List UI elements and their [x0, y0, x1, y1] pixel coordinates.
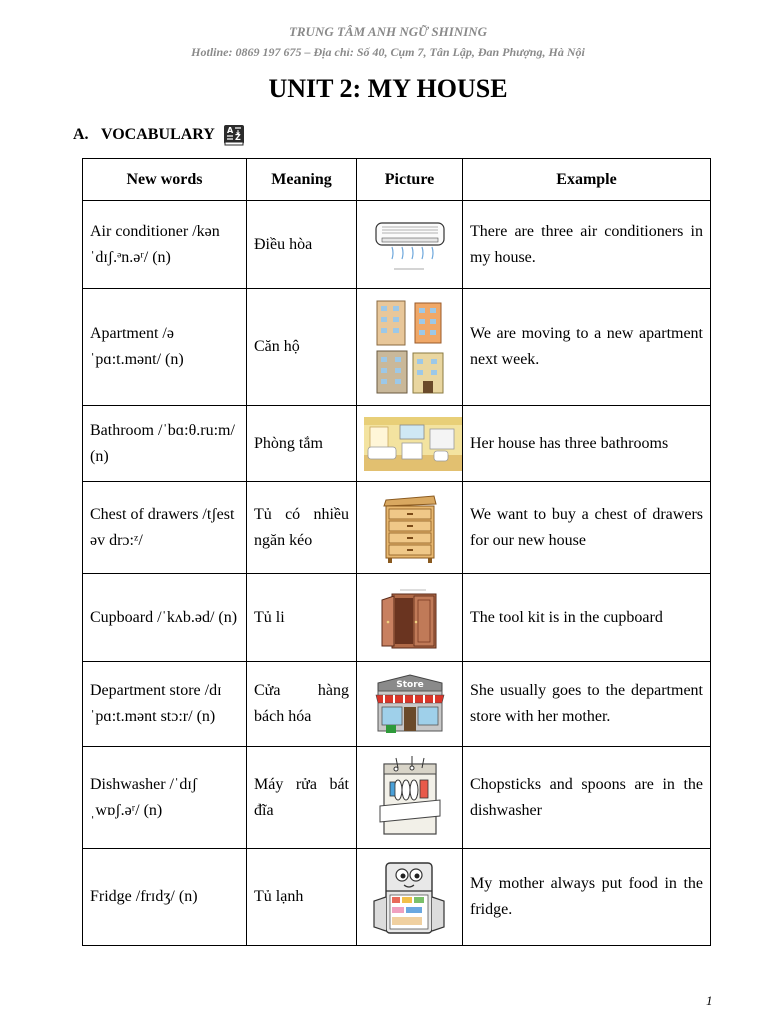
example-cell: We want to buy a chest of drawers for our new house	[463, 482, 711, 574]
table-row	[83, 849, 711, 946]
svg-text:A: A	[226, 126, 233, 135]
fridge-icon	[357, 849, 463, 946]
word-cell: Bathroom /ˈbɑ:θ.ru:m/ (n)	[83, 406, 247, 482]
header-meaning: Meaning	[247, 159, 357, 201]
center-name: TRUNG TÂM ANH NGỮ SHINING	[288, 24, 488, 39]
example-cell: Chopsticks and spoons are in the dishwasher	[463, 747, 711, 849]
meaning-cell: Tủ li	[247, 574, 357, 662]
word-cell: Apartment /ə ˈpɑ:t.mənt/ (n)	[83, 289, 247, 406]
example-cell: My mother always put food in the fridge.	[463, 849, 711, 946]
example-cell: We are moving to a new apartment next week.	[463, 289, 711, 406]
table-row	[83, 574, 711, 662]
table-row	[83, 289, 711, 406]
svg-text:Z: Z	[234, 133, 241, 142]
example-cell: Her house has three bathrooms	[463, 406, 711, 482]
meaning-cell: Máy rửa bát đĩa	[247, 747, 357, 849]
cupboard-icon	[357, 574, 463, 662]
example-cell: There are three air conditioners in my house.	[463, 201, 711, 289]
table-row	[83, 406, 711, 482]
department-store-icon	[357, 662, 463, 747]
meaning-cell: Tủ lạnh	[247, 849, 357, 946]
word-cell: Dishwasher /ˈdɪʃ ˌwɒʃ.əʳ/ (n)	[83, 747, 247, 849]
table-row	[83, 747, 711, 849]
meaning-cell: Phòng tắm	[247, 406, 357, 482]
page-number: 1	[706, 993, 713, 1008]
page-title: UNIT 2: MY HOUSE	[268, 74, 508, 103]
section-number: A.	[73, 126, 89, 143]
meaning-cell: Điều hòa	[247, 201, 357, 289]
a-z-dictionary-icon	[223, 124, 245, 146]
example-cell: She usually goes to the department store with her mother.	[463, 662, 711, 747]
chest-of-drawers-icon	[357, 482, 463, 574]
header-example: Example	[463, 159, 711, 201]
contact-line: Hotline: 0869 197 675 – Địa chỉ: Số 40, Cụm 7, Tân Lập, Đan Phượng, Hà Nội	[191, 45, 585, 59]
word-cell: Chest of drawers /tʃest əv drɔ:ᶻ/	[83, 482, 247, 574]
meaning-cell: Căn hộ	[247, 289, 357, 406]
table-row	[83, 662, 711, 747]
word-cell: Fridge /frɪdʒ/ (n)	[83, 849, 247, 946]
word-cell: Air conditioner /kən ˈdɪʃ.ᵊn.əʳ/ (n)	[83, 201, 247, 289]
air-conditioner-icon	[357, 201, 463, 289]
store-sign-text: Store	[395, 680, 424, 690]
word-cell: Cupboard /ˈkʌb.əd/ (n)	[83, 574, 247, 662]
example-cell: The tool kit is in the cupboard	[463, 574, 711, 662]
table-row	[83, 201, 711, 289]
table-header-row	[83, 159, 711, 201]
meaning-cell: Cửa hàng bách hóa	[247, 662, 357, 747]
meaning-cell: Tủ có nhiều ngăn kéo	[247, 482, 357, 574]
word-cell: Department store /dɪˈpɑ:t.mənt stɔ:r/ (n)	[83, 662, 247, 747]
apartment-buildings-icon	[357, 289, 463, 406]
section-label: VOCABULARY	[101, 126, 215, 143]
dishwasher-icon	[357, 747, 463, 849]
bathroom-icon	[357, 406, 463, 482]
header-new-words: New words	[83, 159, 247, 201]
vocabulary-table	[82, 158, 711, 946]
header-picture: Picture	[357, 159, 463, 201]
section-heading	[73, 124, 245, 146]
table-row	[83, 482, 711, 574]
